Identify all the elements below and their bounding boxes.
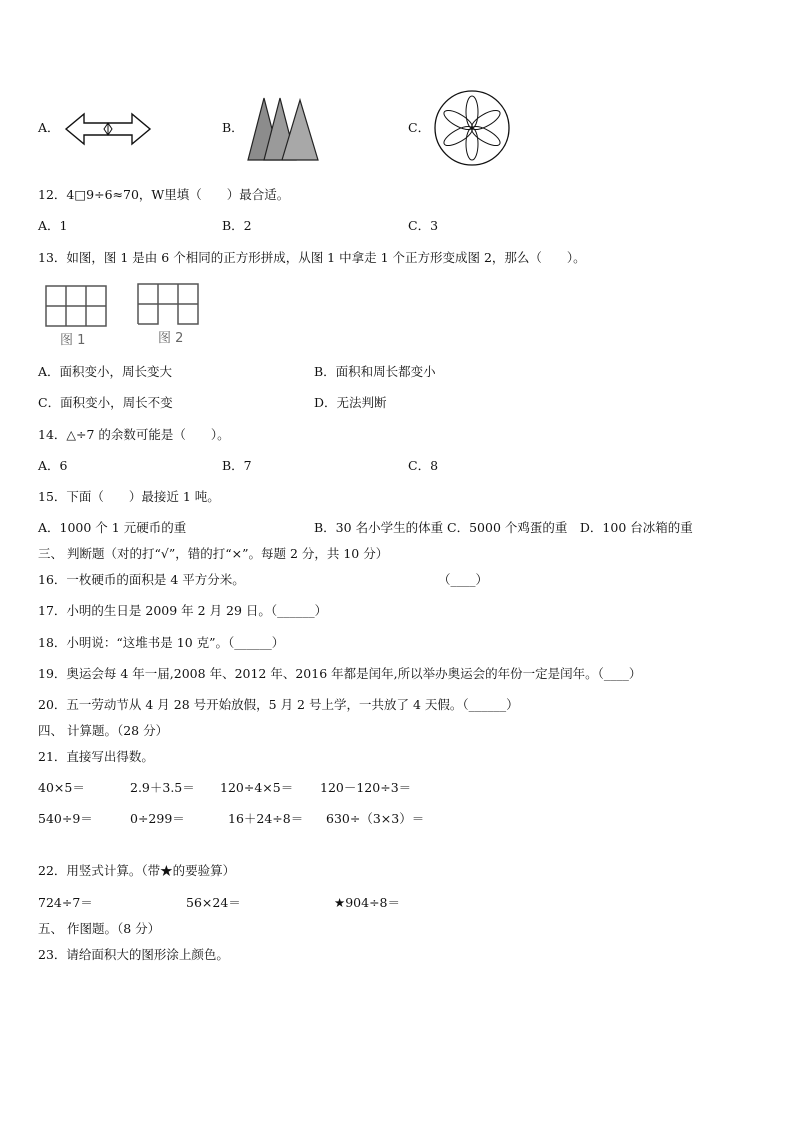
option-b-label: B． (222, 120, 244, 135)
figure-1-grid (44, 284, 108, 328)
q21-item: 120－120÷3＝ (320, 780, 412, 795)
q18-stem: 18．小明说：“这堆书是 10 克”。（______） (38, 635, 285, 650)
q21-item: 540÷9＝ (38, 811, 93, 826)
q13-stem: 13．如图，图 1 是由 6 个相同的正方形拼成，从图 1 中拿走 1 个正方形变成图 2，那么（ ）。 (38, 250, 586, 265)
section-5-heading: 五、 作图题。（8 分） (38, 921, 161, 936)
q14-option-b: B．7 (222, 458, 252, 473)
q13-option-d: D．无法判断 (314, 395, 387, 410)
q21-item: 16＋24÷8＝ (228, 811, 304, 826)
triangles-figure (246, 96, 320, 162)
q21-item: 120÷4×5＝ (220, 780, 294, 795)
q17-stem: 17．小明的生日是 2009 年 2 月 29 日。（______） (38, 603, 328, 618)
q13-option-c: C．面积变小，周长不变 (38, 395, 173, 410)
q12-stem: 12．4□9÷6≈70，W里填（ ）最合适。 (38, 187, 290, 202)
option-c-label: C． (408, 120, 431, 135)
q20-stem: 20．五一劳动节从 4 月 28 号开始放假，5 月 2 号上学，一共放了 4 天假。（______） (38, 697, 519, 712)
q22-item: 724÷7＝ (38, 895, 93, 910)
q14-stem: 14．△÷7 的余数可能是（ ）。 (38, 427, 230, 442)
q21-item: 630÷（3×3）＝ (326, 811, 425, 826)
q22-item: ★904÷8＝ (334, 895, 400, 910)
figure-1-label: 图 1 (60, 333, 86, 348)
q21-item: 40×5＝ (38, 780, 85, 795)
q12-option-c: C．3 (408, 218, 439, 233)
q13-option-b: B．面积和周长都变小 (314, 364, 436, 379)
q16-answer-blank[interactable]: （____） (438, 572, 489, 587)
q15-options-bcd: B．30 名小学生的体重 C．5000 个鸡蛋的重 D．100 台冰箱的重 (314, 520, 693, 535)
q21-stem: 21．直接写出得数。 (38, 749, 154, 764)
section-3-heading: 三、 判断题（对的打“√”，错的打“×”。每题 2 分，共 10 分） (38, 546, 389, 561)
flower-circle-figure (432, 88, 512, 168)
figure-2-grid (136, 282, 200, 326)
double-arrow-figure (64, 112, 152, 146)
q12-option-b: B．2 (222, 218, 252, 233)
q13-option-a: A．面积变小，周长变大 (38, 364, 173, 379)
q14-option-a: A．6 (38, 458, 68, 473)
q16-stem: 16．一枚硬币的面积是 4 平方分米。 (38, 572, 245, 587)
q14-option-c: C．8 (408, 458, 439, 473)
q21-item: 0÷299＝ (130, 811, 185, 826)
section-4-heading: 四、 计算题。（28 分） (38, 723, 169, 738)
q21-item: 2.9＋3.5＝ (130, 780, 195, 795)
q22-stem: 22．用竖式计算。（带★的要验算） (38, 863, 236, 878)
q19-stem: 19．奥运会每 4 年一届,2008 年、2012 年、2016 年都是闰年,所以举办奥运会的年份一定是闰年。（____） (38, 666, 642, 681)
q22-item: 56×24＝ (186, 895, 241, 910)
option-a-label: A． (38, 120, 60, 135)
q12-option-a: A．1 (38, 218, 68, 233)
q15-option-a: A．1000 个 1 元硬币的重 (38, 520, 187, 535)
q15-stem: 15．下面（ ）最接近 1 吨。 (38, 489, 220, 504)
figure-2-label: 图 2 (158, 331, 184, 346)
q23-stem: 23．请给面积大的图形涂上颜色。 (38, 947, 229, 962)
